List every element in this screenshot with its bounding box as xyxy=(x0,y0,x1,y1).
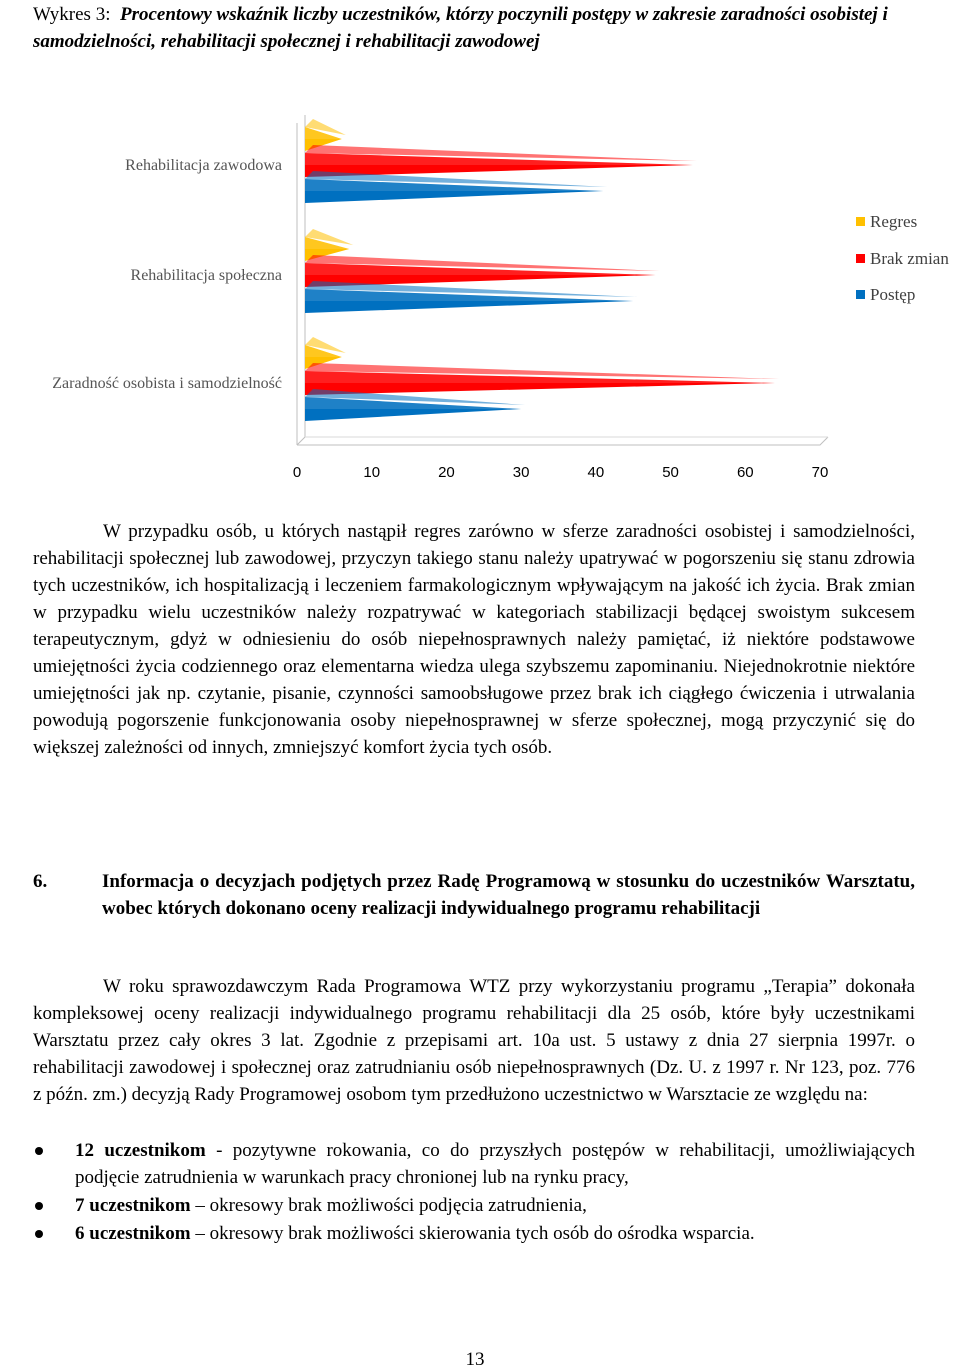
bullet-icon xyxy=(35,1147,43,1155)
bar-chart xyxy=(0,95,960,495)
category-label: Rehabilitacja zawodowa xyxy=(125,157,282,174)
bullet-icon xyxy=(35,1230,43,1238)
paragraph-2: W roku sprawozdawczym Rada Programowa WTZ przy wykorzystaniu programu „Terapia” dokonała kompleksowej oceny realizacji indywidualnego programu rehabilitacji dla 25 osób, które były uczestnikami Warsztatu przez cały okres 3 lat. Zgodnie z przepisami art. 10a ust. 5 ustawy z dnia 27 sierpnia 1997r. o rehabilitacji zawodowej i społecznej oraz zatrudnianiu osób niepełnosprawnych (Dz. U. z 1997 r. Nr 123, poz. 776 z późn. zm.) decyzją Rady Programowej osobom tym przedłużono uczestnictwo w Warsztacie ze względu na: xyxy=(33,976,915,1105)
chart-caption xyxy=(33,1,923,55)
decision-list xyxy=(33,1137,915,1248)
back-wall-line xyxy=(297,115,305,445)
list-item-bold: 6 uczestnikom xyxy=(75,1223,191,1244)
section-number: 6. xyxy=(33,871,48,892)
list-item-text: – okresowy brak możliwości podjęcia zatrudnienia, xyxy=(190,1195,587,1216)
list-item xyxy=(33,1137,915,1191)
x-tick-label: 50 xyxy=(662,464,679,481)
legend-label: Brak zmian xyxy=(870,249,949,268)
x-axis-line xyxy=(297,437,828,445)
paragraph-1: W przypadku osób, u których nastąpił regres zarówno w sferze zaradności osobistej i samodzielności, rehabilitacji społecznej lub zawodowej, przyczyn takiego stanu należy upatrywać w pogorszeniu się stanu zdrowia tych uczestników, ich hospitalizacją i leczeniem farmakologicznym wpływającym na jakość ich życia. Brak zmian w przypadku wielu uczestników należy rozpatrywać w kategoriach stabilizacji będącej swoistym sukcesem terapeutycznym, gdyż w odniesieniu do osób niepełnosprawnych należy pamiętać, iż niektóre podstawowe umiejętności życia codziennego oraz elementarna wiedza ulega szybszemu zapominaniu. Niejednokrotnie niektóre umiejętności jak np. czytanie, pisanie, czynności samoobsługowe przez brak ich ciągłego ćwiczenia i utrwalania powodują pogorszenie funkcjonowania osoby niepełnosprawnej w sferze społecznej, mogą przyczynić się do większej zależności od innych, zmniejszyć komfort życia tych osób. xyxy=(33,521,915,758)
list-item-bold: 7 uczestnikom xyxy=(75,1195,191,1216)
legend-swatch xyxy=(856,217,865,226)
x-tick-label: 20 xyxy=(438,464,455,481)
caption-title: Procentowy wskaźnik liczby uczestników, którzy poczynili postępy w zakresie zaradności osobistej i samodzielności, rehabilitacji społecznej i rehabilitacji zawodowej xyxy=(33,4,888,52)
category-label: Zaradność osobista i samodzielność xyxy=(52,375,282,392)
list-item xyxy=(33,1220,915,1247)
section-title: Informacja o decyzjach podjętych przez Radę Programową w stosunku do uczestników Warsztatu, wobec których dokonano oceny realizacji indywidualnego programu rehabilitacji xyxy=(102,871,915,919)
legend-label: Postęp xyxy=(870,285,916,304)
legend-label: Regres xyxy=(870,212,918,231)
x-tick-label: 0 xyxy=(292,464,302,481)
x-tick-label: 70 xyxy=(811,464,829,481)
page-number: 13 xyxy=(465,1349,485,1370)
bullet-icon xyxy=(35,1202,43,1210)
list-item-text: - pozytywne rokowania, co do przyszłych postępów w rehabilitacji, umożliwiających podjęcie zatrudnienia w warunkach pracy chronionej lub na rynku pracy, xyxy=(75,1140,916,1188)
list-item-bold: 12 uczestnikom xyxy=(75,1140,206,1161)
x-tick-label: 60 xyxy=(736,464,754,481)
category-label: Rehabilitacja społeczna xyxy=(130,267,282,284)
list-item-text: – okresowy brak możliwości skierowania tych osób do ośrodka wsparcia. xyxy=(190,1223,755,1244)
caption-prefix: Wykres 3: xyxy=(33,4,111,25)
x-tick-label: 10 xyxy=(363,464,381,481)
x-tick-label: 40 xyxy=(587,464,605,481)
list-item xyxy=(33,1192,915,1219)
x-tick-label: 30 xyxy=(512,464,530,481)
legend-swatch xyxy=(856,290,865,299)
legend-swatch xyxy=(856,254,865,263)
